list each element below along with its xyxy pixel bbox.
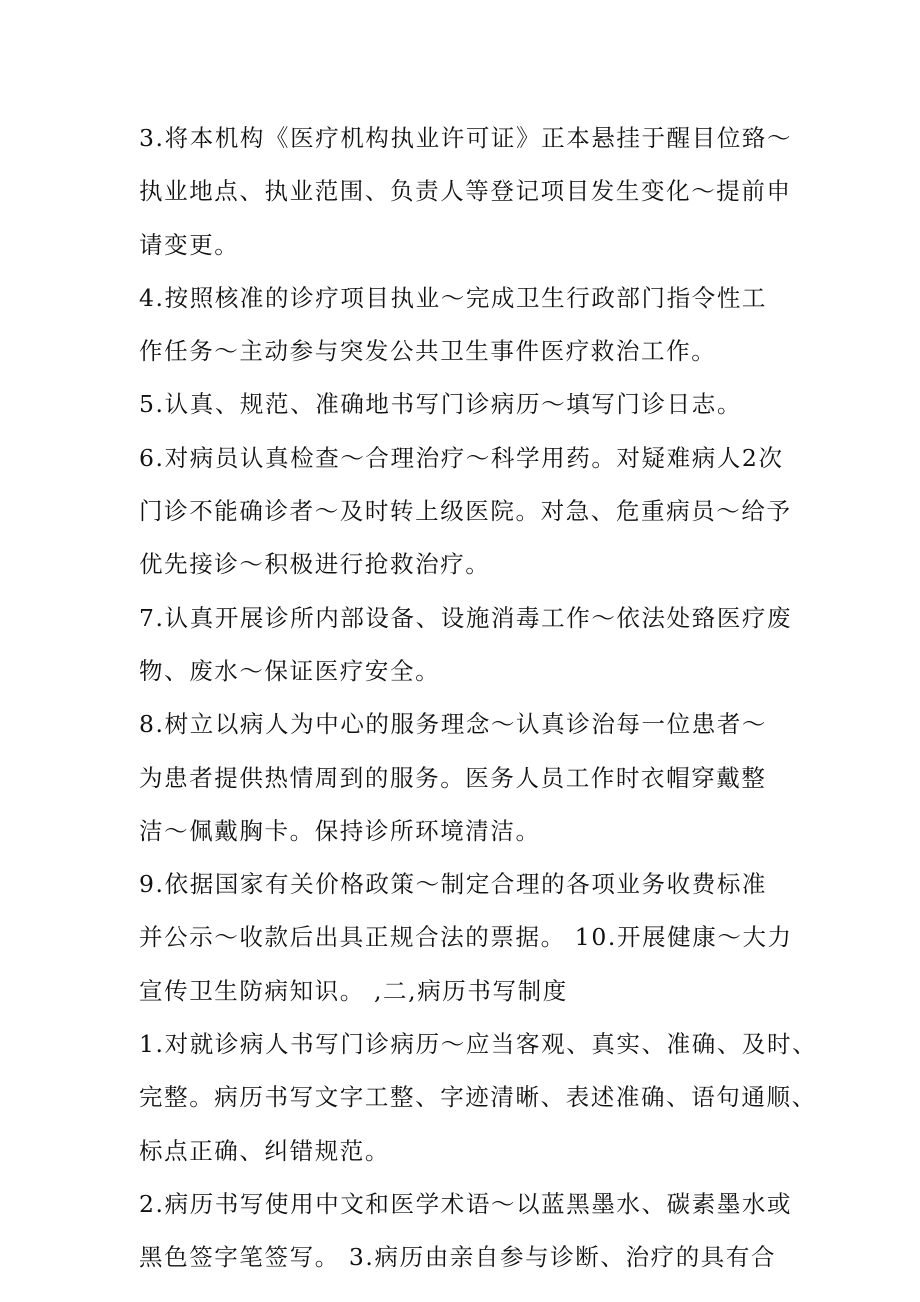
text-line: 3.将本机构《医疗机构执业许可证》正本悬挂于醒目位臵～	[139, 124, 793, 152]
text-line: 宣传卫生防病知识。 ,二,病历书写制度	[139, 976, 568, 1005]
text-line: 6.对病员认真检查～合理治疗～科学用药。对疑难病人2次	[139, 443, 784, 472]
text-line: 为患者提供热情周到的服务。医务人员工作时衣帽穿戴整	[139, 763, 767, 792]
text-line: 9.依据国家有关价格政策～制定合理的各项业务收费标准	[139, 870, 768, 899]
text-line: 优先接诊～积极进行抢救治疗。	[139, 550, 491, 579]
text-line: 作任务～主动参与突发公共卫生事件医疗救治工作。	[139, 337, 717, 366]
text-line: 洁～佩戴胸卡。保持诊所环境清洁。	[139, 816, 541, 845]
document-body	[139, 112, 818, 1285]
text-line: 门诊不能确诊者～及时转上级医院。对急、危重病员～给予	[139, 497, 792, 526]
text-line: 完整。病历书写文字工整、字迹清晰、表述准确、语句通顺、	[139, 1083, 817, 1112]
text-line: 1.对就诊病人书写门诊病历～应当客观、真实、准确、及时、	[139, 1030, 818, 1059]
text-line: 执业地点、执业范围、负责人等登记项目发生变化～提前申	[139, 177, 792, 206]
text-line: 5.认真、规范、准确地书写门诊病历～填写门诊日志。	[139, 390, 742, 419]
text-line: 请变更。	[139, 230, 240, 259]
text-line: 7.认真开展诊所内部设备、设施消毒工作～依法处臵医疗废	[139, 603, 793, 632]
text-line: 2.病历书写使用中文和医学术语～以蓝黑墨水、碳素墨水或	[139, 1189, 793, 1218]
text-line: 8.树立以病人为中心的服务理念～认真诊治每一位患者～	[139, 710, 768, 739]
text-line: 黑色签字笔签写。 3.病历由亲自参与诊断、治疗的具有合	[139, 1243, 777, 1272]
text-line: 4.按照核准的诊疗项目执业～完成卫生行政部门指令性工	[139, 283, 768, 312]
text-line: 物、废水～保证医疗安全。	[139, 656, 441, 685]
text-line: 并公示～收款后出具正规合法的票据。 10.开展健康～大力	[139, 923, 793, 952]
text-line: 标点正确、纠错规范。	[139, 1136, 390, 1165]
